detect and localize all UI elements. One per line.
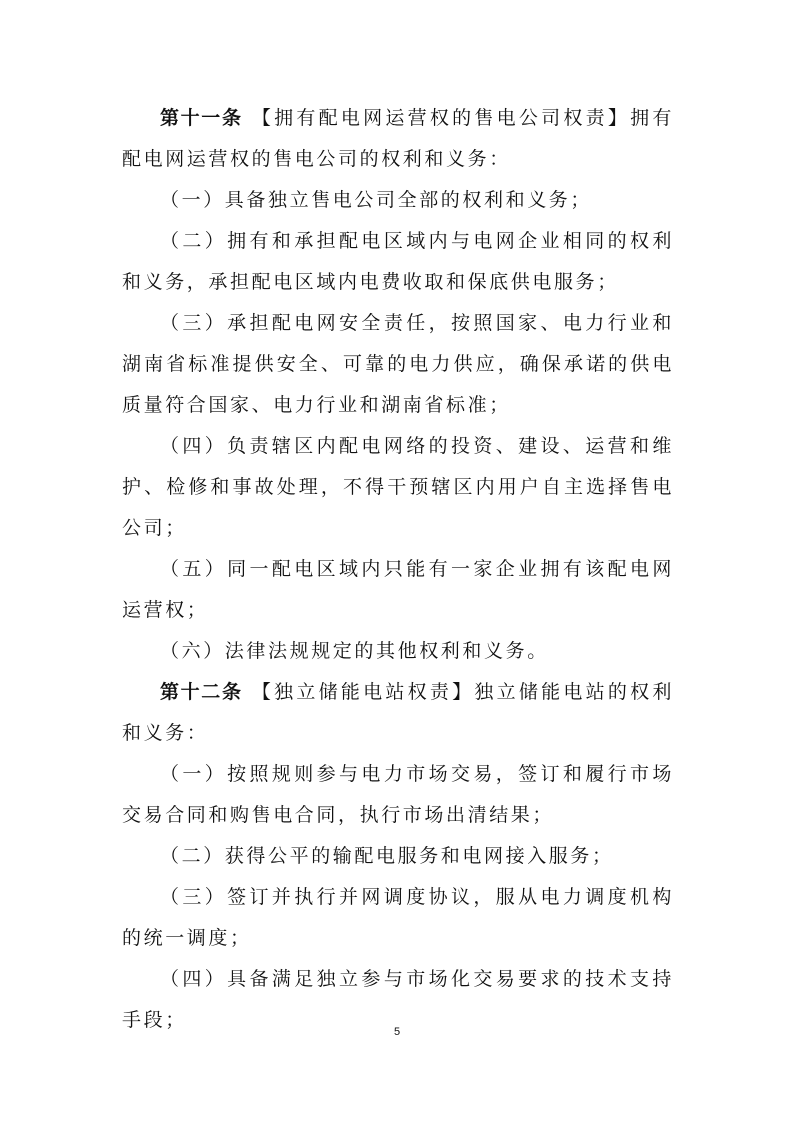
article-11-item-3: （三）承担配电网安全责任，按照国家、电力行业和湖南省标准提供安全、可靠的电力供应，确保承诺的供电质量符合国家、电力行业和湖南省标准；	[122, 312, 674, 416]
article-12-number: 第十二条	[160, 681, 243, 703]
page-number: 5	[393, 1026, 401, 1038]
article-11-heading: 【拥有配电网运营权的售电公司权责】	[251, 107, 631, 129]
article-11-item-2: （二）拥有和承担配电区域内与电网企业相同的权利和义务，承担配电区域内电费收取和保底供电服务；	[122, 230, 674, 293]
article-11-heading-paragraph	[122, 98, 674, 180]
article-11-item-1: （一）具备独立售电公司全部的权利和义务；	[160, 189, 593, 211]
article-11-item-6: （六）法律法规规定的其他权利和义务。	[160, 640, 549, 662]
article-12-item-3: （三）签订并执行并网调度协议，服从电力调度机构的统一调度；	[122, 886, 674, 949]
document-body	[122, 98, 674, 1041]
article-11-number: 第十一条	[160, 107, 243, 129]
article-12-heading-paragraph	[122, 672, 674, 754]
article-12-intro: 独立储能电站的权利和义务：	[122, 681, 674, 744]
article-12-heading: 【独立储能电站权责】	[251, 681, 475, 703]
article-12-item-1: （一）按照规则参与电力市场交易，签订和履行市场交易合同和购售电合同，执行市场出清结果；	[122, 763, 674, 826]
article-12-item-4: （四）具备满足独立参与市场化交易要求的技术支持手段；	[122, 968, 674, 1031]
article-11-item-5: （五）同一配电区域内只能有一家企业拥有该配电网运营权；	[122, 558, 674, 621]
article-12-item-2: （二）获得公平的输配电服务和电网接入服务；	[160, 845, 614, 867]
article-11-item-4: （四）负责辖区内配电网络的投资、建设、运营和维护、检修和事故处理，不得干预辖区内用户自主选择售电公司；	[122, 435, 674, 539]
article-11-intro: 拥有配电网运营权的售电公司的权利和义务：	[122, 107, 675, 170]
